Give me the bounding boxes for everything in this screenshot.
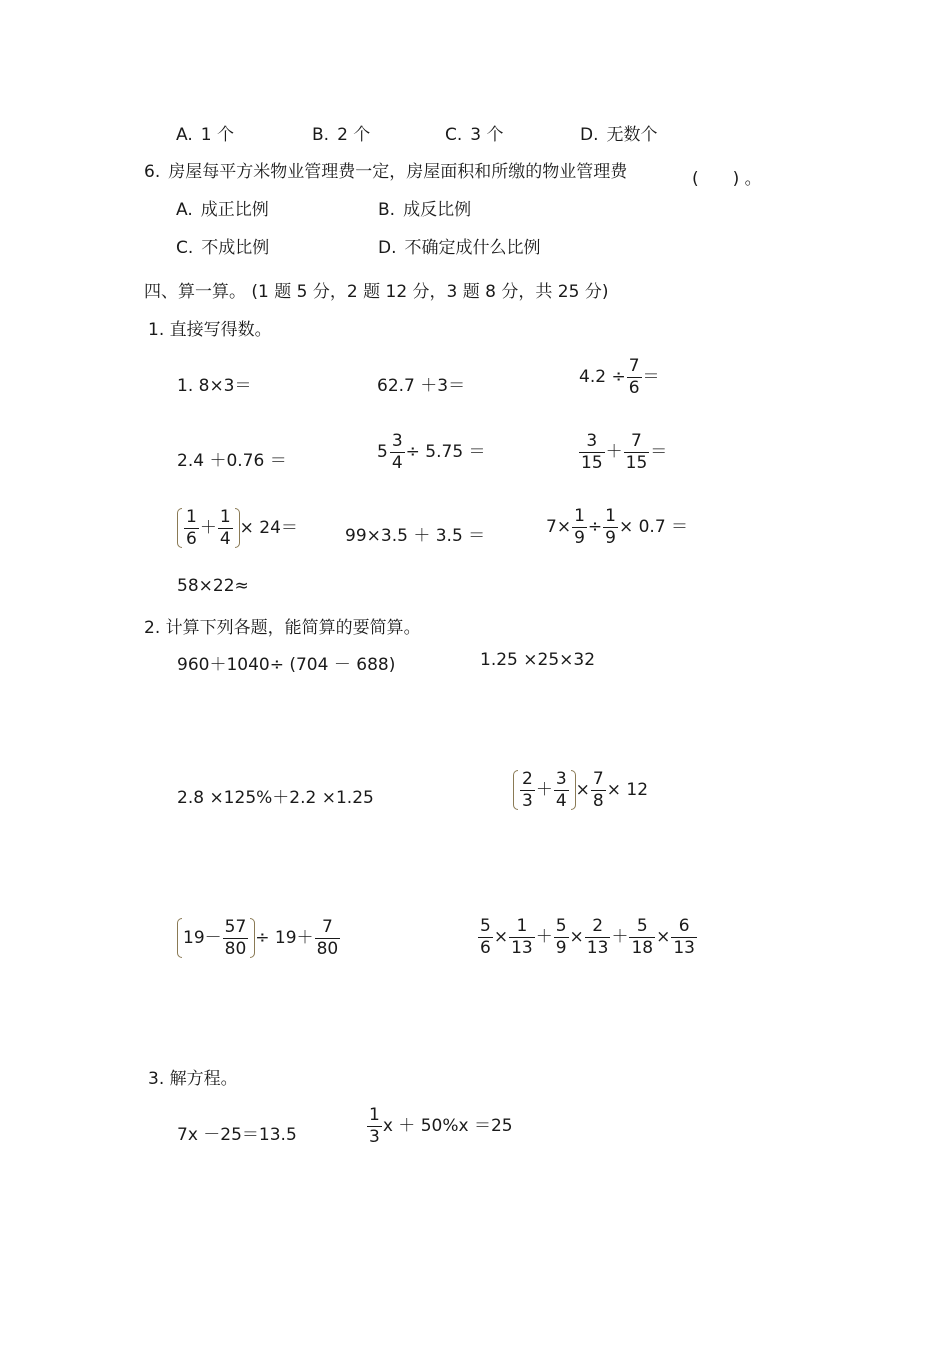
numerator: 6 — [678, 916, 690, 936]
operator: ＋ — [535, 927, 553, 947]
fraction — [223, 916, 249, 959]
denominator: 9 — [574, 528, 585, 548]
operator: × — [656, 927, 671, 947]
fraction — [572, 508, 587, 547]
denominator: 6 — [186, 528, 197, 549]
fraction — [585, 918, 611, 957]
expr-text: × 12 — [606, 779, 649, 800]
operator: ＋ — [535, 779, 553, 800]
option-letter: D. — [378, 238, 397, 258]
expr-1-10: 58×22≈ — [177, 576, 249, 596]
expr-1-4: 2.4 ＋0.76 ＝ — [177, 451, 287, 471]
expr-1-1: 1. 8×3＝ — [177, 376, 252, 396]
q6-option-c — [176, 240, 269, 257]
option-text: 无数个 — [606, 125, 658, 145]
fraction — [367, 1107, 382, 1146]
denominator: 15 — [581, 453, 603, 473]
denominator: 8 — [592, 790, 604, 811]
denominator: 18 — [631, 938, 654, 958]
denominator: 3 — [522, 790, 533, 811]
option-letter: C. — [176, 238, 194, 258]
q6-answer-blank[interactable]: ( ) 。 — [692, 169, 762, 189]
option-letter: B. — [312, 125, 330, 145]
fraction — [218, 506, 233, 549]
option-text: 成反比例 — [403, 200, 472, 220]
numerator: 3 — [555, 768, 567, 789]
numerator: 1 — [369, 1105, 380, 1125]
numerator: 7 — [321, 916, 333, 937]
left-paren — [177, 508, 182, 548]
fraction — [478, 918, 493, 957]
option-text: 不成比例 — [201, 238, 270, 258]
option-letter: B. — [378, 200, 396, 220]
q6-text: 房屋每平方米物业管理费一定，房屋面积和所缴的物业管理费 — [168, 162, 628, 182]
operator: ÷ — [587, 517, 603, 537]
part3-title: 3. 解方程。 — [148, 1069, 238, 1089]
fraction — [591, 768, 606, 811]
numerator: 1 — [574, 506, 585, 526]
numerator: 7 — [631, 431, 642, 451]
expr-text: × 0.7 ＝ — [618, 517, 689, 537]
expr-text: ＝ — [642, 367, 660, 387]
numerator: 5 — [480, 916, 491, 936]
option-text: 3 个 — [470, 125, 504, 145]
expr-text: x ＋ 50%x ＝25 — [382, 1116, 513, 1136]
left-paren — [177, 918, 182, 958]
expr-text: × 24＝ — [239, 517, 298, 538]
numerator: 2 — [592, 916, 604, 936]
q5-option-b — [312, 127, 370, 144]
option-text: 2 个 — [337, 125, 371, 145]
expr-1-2: 62.7 ＋3＝ — [377, 376, 466, 396]
option-letter: C. — [445, 125, 463, 145]
numerator: 1 — [605, 506, 616, 526]
fraction — [390, 433, 405, 472]
option-letter: A. — [176, 200, 193, 220]
numerator: 7 — [592, 768, 604, 789]
expr-1-3 — [579, 358, 660, 397]
numerator: 3 — [586, 431, 598, 451]
left-paren — [513, 770, 518, 810]
operator: × — [493, 927, 509, 947]
fraction — [554, 768, 569, 811]
q6-number: 6. — [144, 162, 161, 182]
denominator: 4 — [391, 453, 403, 473]
denominator: 4 — [219, 528, 231, 549]
expr-3-2 — [366, 1107, 513, 1146]
fraction — [579, 433, 605, 472]
q6-option-d — [378, 240, 541, 257]
expr-2-1: 960＋1040÷ (704 － 688) — [177, 655, 396, 675]
fraction — [627, 358, 642, 397]
fraction — [520, 768, 535, 811]
part1-title: 1. 直接写得数。 — [148, 320, 272, 340]
expr-2-2: 1.25 ×25×32 — [480, 650, 596, 670]
fraction — [554, 918, 569, 957]
denominator: 13 — [586, 938, 609, 958]
expr-1-8: 99×3.5 ＋ 3.5 ＝ — [345, 526, 486, 546]
denominator: 6 — [480, 938, 491, 958]
numerator: 5 — [636, 916, 648, 936]
fraction — [509, 918, 535, 957]
fraction — [315, 916, 341, 959]
denominator: 15 — [625, 453, 648, 473]
expr-2-5 — [177, 918, 341, 958]
fraction — [629, 918, 655, 957]
denominator: 9 — [555, 938, 567, 958]
option-text: 1 个 — [200, 125, 234, 145]
q5-option-a — [176, 127, 234, 144]
numerator: 3 — [391, 431, 403, 451]
operator: ＋ — [611, 927, 629, 947]
expr-1-5 — [377, 433, 486, 472]
numerator: 1 — [516, 916, 528, 936]
numerator: 7 — [628, 356, 640, 376]
expr-text: 4.2 ÷ — [579, 367, 626, 387]
denominator: 4 — [555, 790, 567, 811]
expr-text: ÷ 5.75 ＝ — [405, 442, 486, 462]
denominator: 13 — [511, 938, 533, 958]
option-letter: A. — [176, 125, 193, 145]
denominator: 9 — [605, 528, 616, 548]
denominator: 80 — [224, 938, 247, 959]
expr-3-1: 7x －25＝13.5 — [177, 1125, 297, 1145]
q5-option-c — [445, 127, 504, 144]
option-text: 成正比例 — [200, 200, 269, 220]
fraction — [624, 433, 650, 472]
denominator: 80 — [316, 938, 339, 959]
operator: × — [569, 927, 584, 947]
numerator: 1 — [186, 506, 197, 527]
fraction — [603, 508, 618, 547]
numerator: 57 — [224, 916, 247, 937]
operator: × — [575, 779, 590, 800]
q6-option-b — [378, 202, 471, 219]
q6-stem — [144, 164, 627, 181]
denominator: 13 — [673, 938, 695, 958]
operator: ＋ — [605, 442, 623, 462]
expr-text: ＝ — [650, 442, 668, 462]
numerator: 5 — [555, 916, 567, 936]
expr-text: ÷ 19＋ — [255, 927, 314, 948]
fraction — [671, 918, 697, 957]
numerator: 1 — [219, 506, 231, 527]
expr-1-7 — [177, 508, 298, 548]
option-text: 不确定成什么比例 — [404, 238, 541, 258]
section-title: 四、算一算。 (1 题 5 分，2 题 12 分，3 题 8 分，共 25 分) — [144, 282, 609, 302]
q6-option-a — [176, 202, 269, 219]
q5-option-d — [580, 127, 658, 144]
expr-1-6 — [578, 433, 667, 472]
expr-text: 19－ — [183, 927, 222, 948]
expr-2-3: 2.8 ×125%＋2.2 ×1.25 — [177, 788, 374, 808]
option-letter: D. — [580, 125, 599, 145]
operator: ＋ — [199, 517, 217, 538]
expr-2-6 — [477, 918, 698, 957]
fraction — [184, 506, 199, 549]
expr-text: 7× — [546, 517, 572, 537]
part2-title: 2. 计算下列各题，能简算的要简算。 — [144, 618, 421, 638]
denominator: 6 — [628, 378, 640, 398]
expr-1-9 — [546, 508, 688, 547]
expr-2-4 — [513, 770, 648, 810]
denominator: 3 — [369, 1127, 380, 1147]
mixed-whole: 5 — [377, 442, 388, 462]
numerator: 2 — [522, 768, 533, 789]
